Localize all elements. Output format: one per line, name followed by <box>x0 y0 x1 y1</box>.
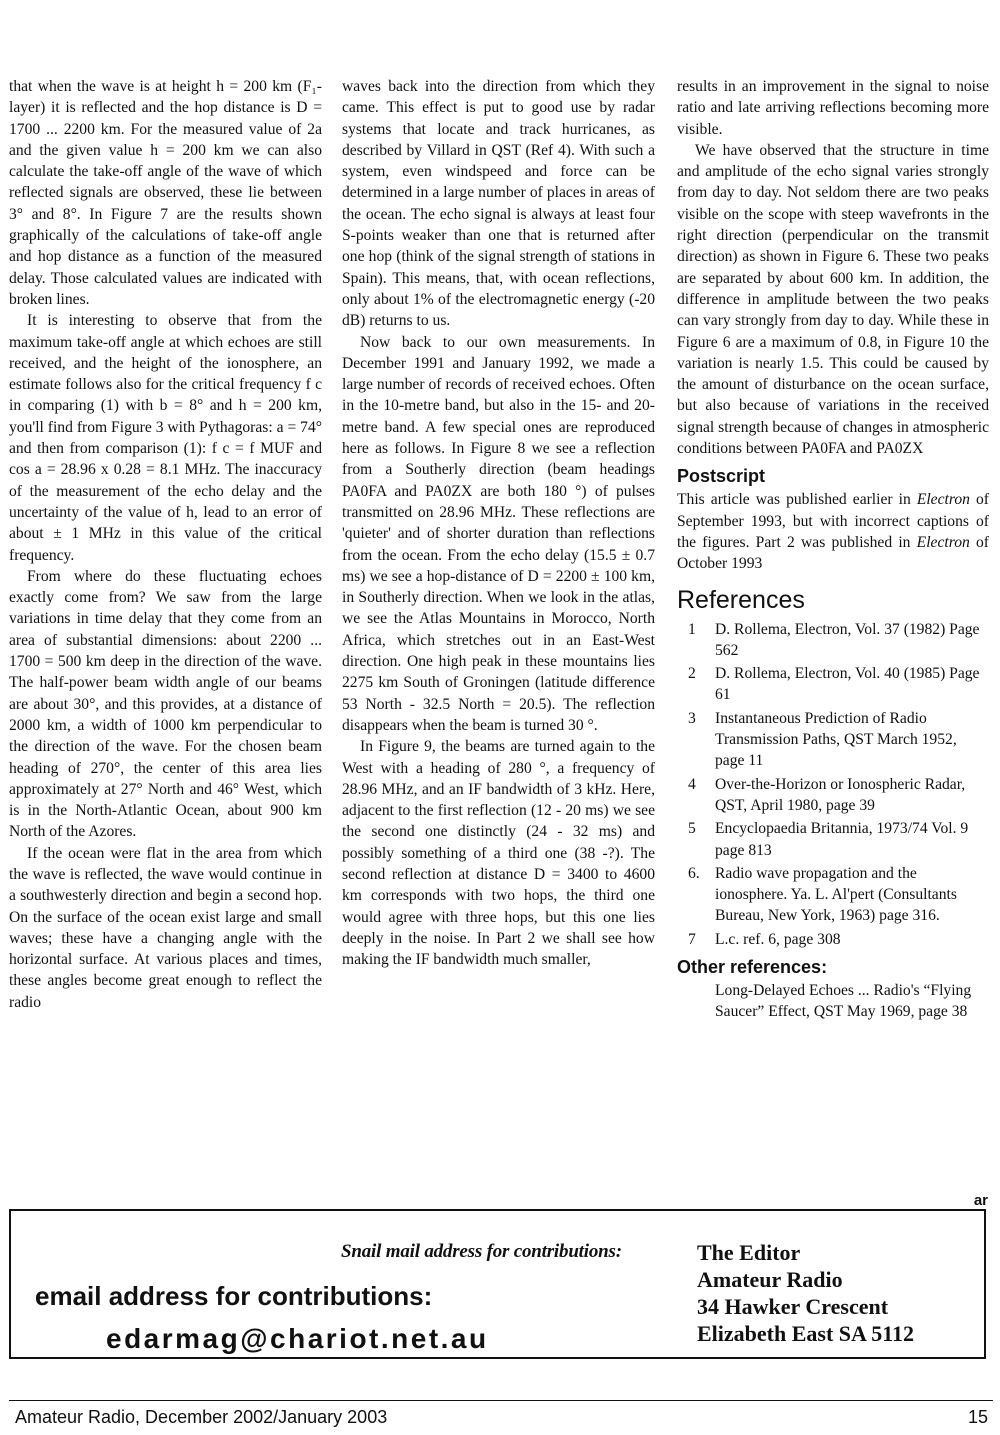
reference-text: D. Rollema, Electron, Vol. 40 (1985) Page 61 <box>715 665 980 704</box>
address-line: Elizabeth East SA 5112 <box>697 1321 914 1346</box>
postscript-text: This article was published earlier in Electron of September 1993, but with incorrect captions of the figures. Part 2 was published in Electron of October 1993 <box>677 491 989 573</box>
reference-number: 5 <box>688 820 696 838</box>
postscript-heading: Postscript <box>677 466 766 487</box>
editor-address <box>697 1239 914 1347</box>
article-column-3 <box>677 76 989 1023</box>
footer-publication: Amateur Radio, December 2002/January 2003 <box>15 1407 388 1427</box>
paragraph: Now back to our own measurements. In December 1991 and January 1992, we made a large number of records of received echoes. Often in the 10-metre band, but also in the 15- and 20-metre band. A few special ones are reproduced here as follows. In Figure 8 we see a reflection from a Southerly direction (beam headings PA0FA and PA0ZX are both 180 °) of pulses transmitted on 28.96 MHz. These reflections are 'quieter' and of shorter duration than reflections from the ocean. From the echo delay (15.5 ± 0.7 ms) we see a hop-distance of D = 2200 ± 100 km, in Southerly direction. When we look in the atlas, we see the Atlas Mountains in Morocco, North Africa, which stretches out in an East-West direction. One high peak in these mountains lies 2275 km South of Groningen (latitude difference 53 North - 32.5 North = 20.5). The reflection disappears when the beam is turned 30 °. <box>342 333 655 734</box>
reference-number: 6. <box>688 864 700 882</box>
journal-name: Electron <box>916 533 970 551</box>
paragraph: It is interesting to observe that from the maximum take-off angle at which echoes are still received, and the height of the ionosphere, an estimate follows also for the critical frequency f c in comparing (1) with b = 8° and h = 200 km, you'll find from Figure 3 with Pythagoras: a = 74° and then from comparison (1): f c = f MUF and cos a = 28.96 x 0.28 = 8.1 MHz. The inaccuracy of the measurement of the echo delay and the uncertainty of the value of h, lead to an error of about ± 1 MHz in this value of the critical frequency. <box>9 312 322 564</box>
reference-item <box>677 774 989 817</box>
reference-item <box>677 818 989 861</box>
paragraph: that when the wave is at height h = 200 km (F₁-layer) it is reflected and the hop distance is D = 1700 ... 2200 km. For the measured value of 2a and the given value h = 200 km we can also calculate the take-off angle of the wave of which reflected signals are observed, these lie between 3° and 8°. In Figure 7 are the results shown graphically of the calculations of take-off angle and hop distance as a function of the measured delay. Those calculated values are indicated with broken lines. <box>9 78 322 308</box>
reference-number: 2 <box>688 665 696 683</box>
reference-text: D. Rollema, Electron, Vol. 37 (1982) Page 562 <box>715 620 980 659</box>
reference-item <box>677 929 989 950</box>
reference-text: Instantaneous Prediction of Radio Transmission Paths, QST March 1952, page 11 <box>715 709 957 770</box>
email-address-link[interactable]: edarmag@chariot.net.au <box>106 1323 489 1354</box>
page-number: 15 <box>967 1407 988 1427</box>
other-reference-item: Long-Delayed Echoes ... Radio's “Flying Saucer” Effect, QST May 1969, page 38 <box>715 981 972 1021</box>
reference-number: 7 <box>688 930 696 948</box>
reference-item <box>677 863 989 927</box>
article-column-1 <box>9 76 322 1013</box>
address-line: 34 Hawker Crescent <box>697 1294 889 1319</box>
snail-mail-label: Snail mail address for contributions: <box>341 1241 622 1262</box>
paragraph: We have observed that the structure in time and amplitude of the echo signal varies strongly from day to day. Not seldom there are two peaks visible on the scope with steep wavefronts in the right direction (perpendicular on the transmit direction) as shown in Figure 6. These two peaks are separated by about 600 km. In addition, the difference in amplitude between the two peaks can vary strongly from day to day. While these in Figure 6 are a maximum of 0.8, in Figure 10 the variation is nearly 1.5. This could be caused by the amount of disturbance on the ocean surface, but also because of variations in the received signal strength because of changes in atmospheric conditions between PA0FA and PA0ZX <box>677 141 989 458</box>
paragraph: waves back into the direction from which they came. This effect is put to good use by radar systems that locate and track hurricanes, as described by Villard in QST (Ref 4). With such a system, even windspeed and force can be determined in a large number of places in areas of the ocean. The echo signal is always at least four S-points weaker than one that is returned after one hop (think of the signal strength of stations in Spain). This means, that, with ocean reflections, only about 1% of the electromagnetic energy (-20 dB) returns to us. <box>342 78 655 330</box>
reference-item <box>677 619 989 662</box>
reference-text: Radio wave propagation and the ionosphere. Ya. L. Al'pert (Consultants Bureau, New York, 1963) page 316. <box>715 864 957 925</box>
paragraph: results in an improvement in the signal to noise ratio and late arriving reflections becoming more visible. <box>677 78 989 138</box>
paragraph: In Figure 9, the beams are turned again to the West with a heading of 280 °, a frequency of 28.96 MHz, and an IF bandwidth of 3 kHz. Here, adjacent to the first reflection (12 - 20 ms) we see the second one distinctly (24 - 32 ms) and possibly something of a third one (38 -?). The second reflection at distance D = 3400 to 4600 km corresponds with two hops, the third one would agree with three hops, but this one lies deeply in the noise. In Part 2 we shall see how making the IF bandwidth much smaller, <box>342 738 655 969</box>
address-line: Amateur Radio <box>697 1267 843 1292</box>
email-label: email address for contributions: <box>35 1281 433 1311</box>
paragraph: From where do these fluctuating echoes exactly come from? We saw from the large variations in time delay that they come from an area of substantial dimensions: about 2200 ... 1700 = 500 km deep in the direction of the wave. The half-power beam width angle of our beams are about 30°, and this provides, at a distance of 2000 km, a width of 1000 km perpendicular to the direction of the wave. For the chosen beam heading of 270°, the center of this area lies approximately at 27° North and 46° West, which is in the North-Atlantic Ocean, about 900 km North of the Azores. <box>9 567 322 841</box>
footer-divider <box>9 1400 993 1401</box>
journal-name: Electron <box>916 491 970 509</box>
contributions-box <box>9 1209 986 1359</box>
reference-number: 4 <box>688 775 696 793</box>
paragraph: If the ocean were flat in the area from which the wave is reflected, the wave would continue in a southwesterly direction and begin a second hop. On the surface of the ocean exist large and small waves; these have a changing angle with the horizontal surface. At various places and times, these angles become great enough to reflect the radio <box>9 844 322 1011</box>
reference-item <box>677 708 989 772</box>
end-of-article-mark: ar <box>973 1192 988 1209</box>
reference-number: 3 <box>688 709 696 727</box>
reference-item <box>677 663 989 706</box>
address-line: The Editor <box>697 1240 801 1265</box>
reference-text: L.c. ref. 6, page 308 <box>715 930 841 948</box>
other-references-heading: Other references: <box>677 956 828 977</box>
column-3-paragraphs <box>677 76 989 459</box>
reference-text: Over-the-Horizon or Ionospheric Radar, QST, April 1980, page 39 <box>715 775 966 814</box>
reference-text: Encyclopaedia Britannia, 1973/74 Vol. 9 page 813 <box>715 820 969 859</box>
references-heading: References <box>677 585 805 614</box>
reference-number: 1 <box>688 620 696 638</box>
article-column-2 <box>342 76 655 970</box>
references-list <box>677 619 989 950</box>
